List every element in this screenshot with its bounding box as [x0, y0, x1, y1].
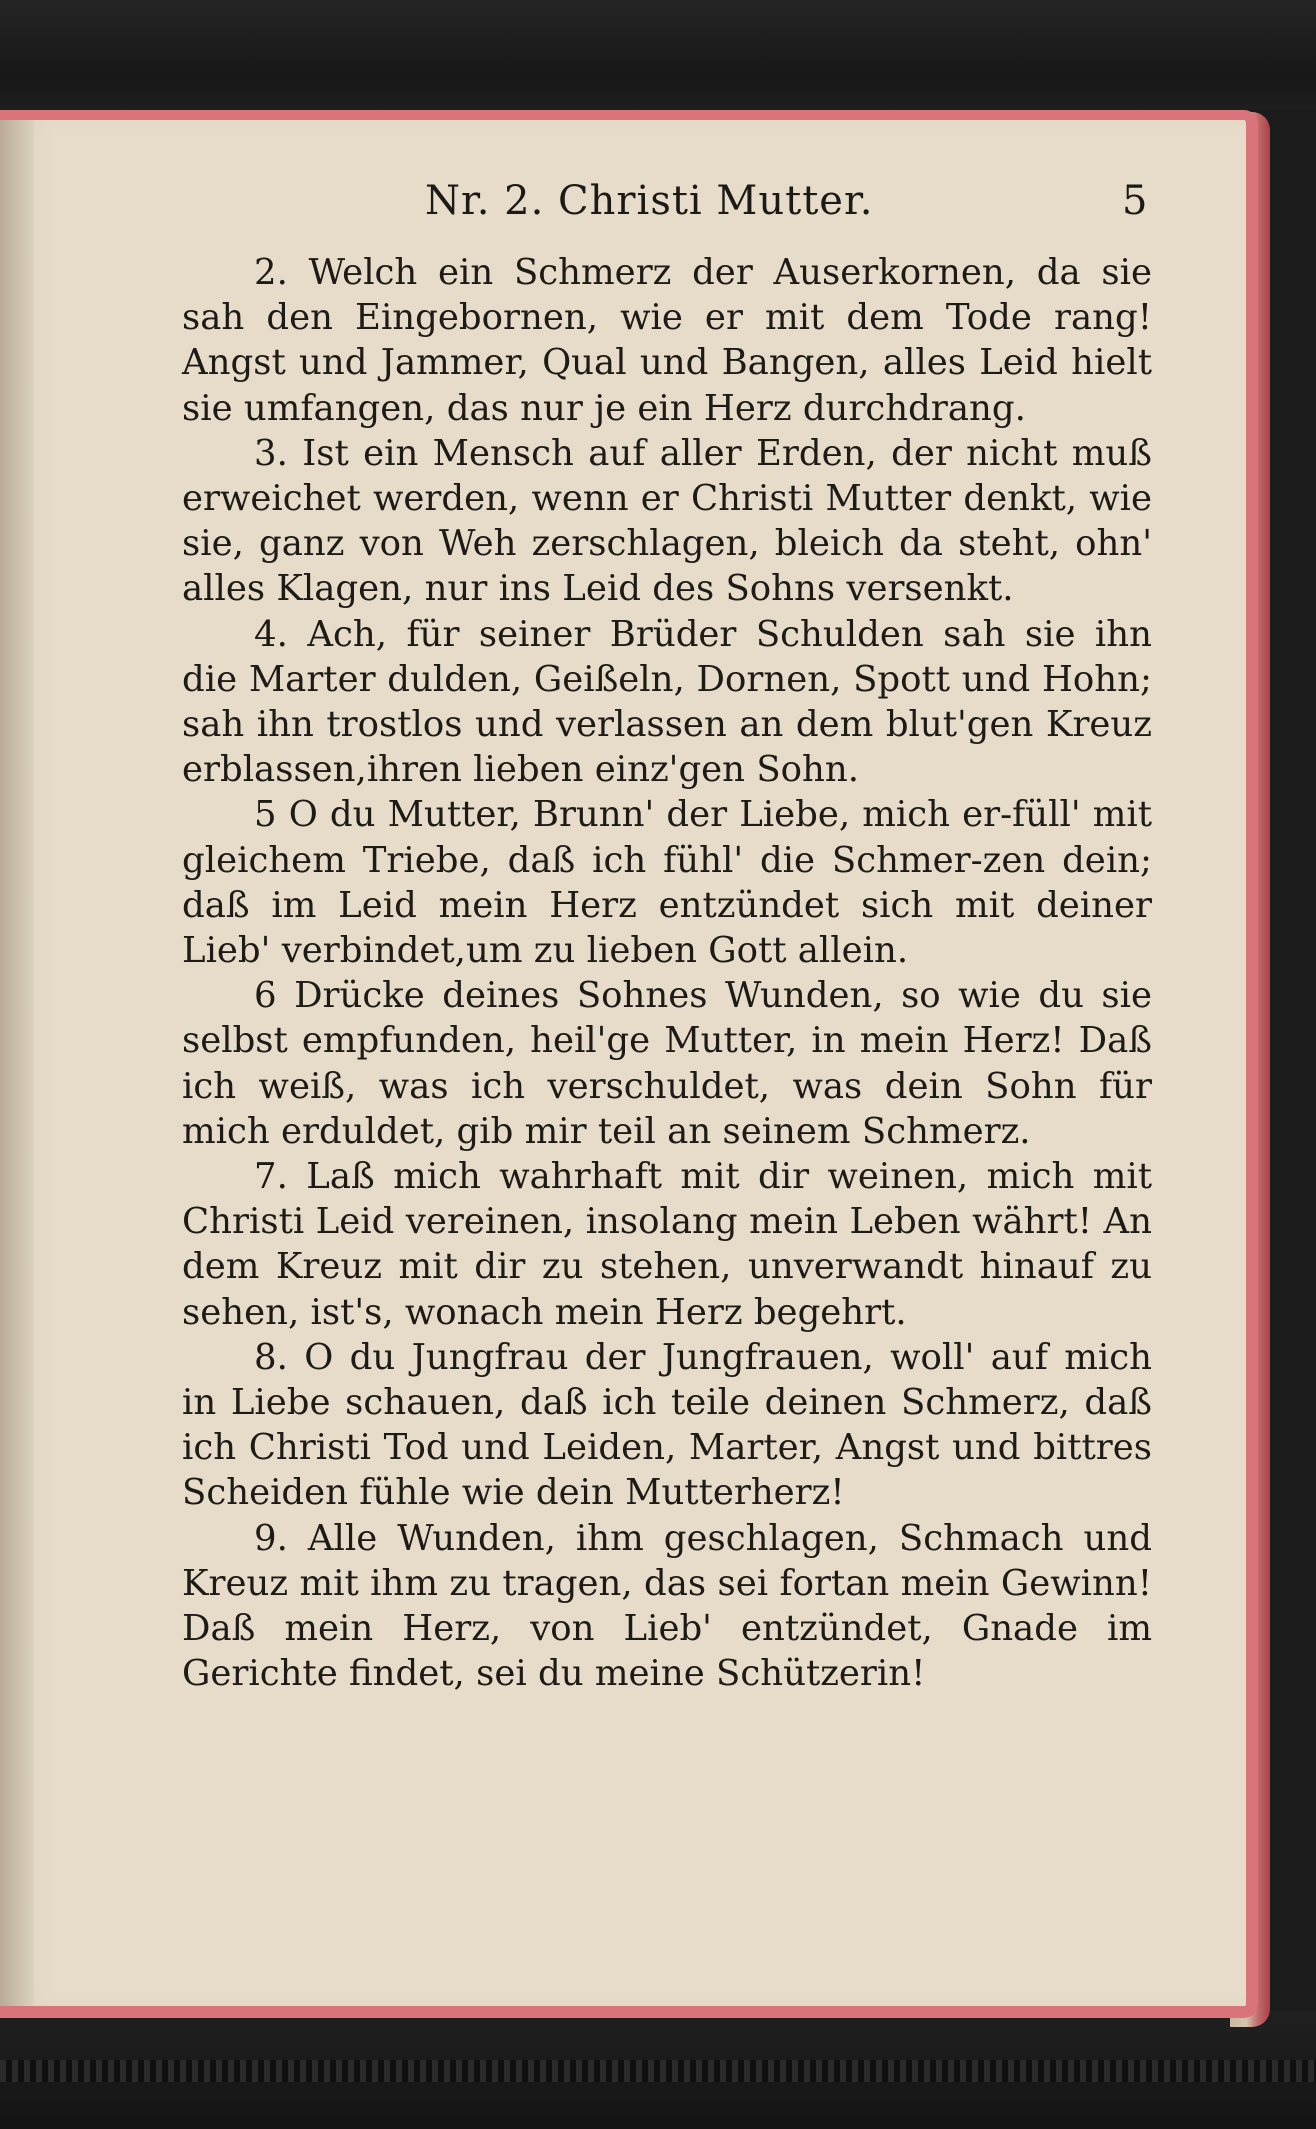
stanza-text: O du Jungfrau der Jungfrauen, woll' auf mich in Liebe schauen, daß ich teile deinen Schmerz, daß ich Christi Tod und Leiden, Marter, Angst und bittres Scheiden fühle wie dein Mutterherz! [182, 1336, 1152, 1514]
stanza-text: Drücke deines Sohnes Wunden, so wie du sie selbst empfunden, heil'ge Mutter, in mein Herz! Daß ich weiß, was ich verschuldet, was dein Sohn für mich erduldet, gib mir teil an seinem Schmerz. [182, 975, 1152, 1152]
stanza-text: Alle Wunden, ihm geschlagen, Schmach und Kreuz mit ihm zu tragen, das sei fortan mein Gewinn! Daß mein Herz, von Lieb' entzündet, Gnade im Gerichte findet, sei du meine Schützerin! [182, 1517, 1152, 1695]
stanza-7 [182, 1154, 1152, 1335]
stanza-2 [182, 250, 1152, 431]
stanza-number: 8. [254, 1336, 288, 1378]
stanza-number: 3. [254, 432, 288, 474]
stanza-text: Ist ein Mensch auf aller Erden, der nicht muß erweichet werden, wenn er Christi Mutter denkt, wie sie, ganz von Weh zerschlagen, bleich da steht, ohn' alles Klagen, nur ins Leid des Sohns versenkt. [182, 432, 1152, 610]
stanza-number: 5 [254, 794, 277, 836]
stanza-3 [182, 431, 1152, 612]
stanza-number: 6 [254, 975, 277, 1017]
zipper-edge [0, 2060, 1316, 2082]
stanza-text: Ach, für seiner Brüder Schulden sah sie ihn die Marter dulden, Geißeln, Dornen, Spott und Hohn; sah ihn trostlos und verlassen an dem blut'gen Kreuz erblassen,ihren lieben einz'gen Sohn. [182, 613, 1152, 791]
stanza-5 [182, 792, 1152, 973]
stanza-6 [182, 973, 1152, 1154]
stanza-text: Laß mich wahrhaft mit dir weinen, mich mit Christi Leid vereinen, insolang mein Leben währt! An dem Kreuz mit dir zu stehen, unverwandt hinauf zu sehen, ist's, wonach mein Herz begehrt. [182, 1156, 1152, 1333]
page-header [0, 178, 1200, 238]
hymn-text [182, 250, 1152, 1697]
page-number: 5 [1122, 178, 1148, 224]
stanza-number: 4. [254, 613, 288, 655]
stanza-8 [182, 1335, 1152, 1516]
stanza-text: Welch ein Schmerz der Auserkornen, da sie sah den Eingebornen, wie er mit dem Tode rang! Angst und Jammer, Qual und Bangen, alles Leid hielt sie umfangen, das nur je ein Herz durchdrang. [182, 252, 1152, 429]
stanza-text: O du Mutter, Brunn' der Liebe, mich er-füll' mit gleichem Triebe, daß ich fühl' die Schmer-zen dein; daß im Leid mein Herz entzündet sich mit deiner Lieb' verbindet,um zu lieben Gott allein. [182, 794, 1152, 972]
book-cover-top [0, 0, 1316, 110]
stanza-9 [182, 1516, 1152, 1697]
page-gutter [0, 120, 34, 2006]
stanza-number: 9. [254, 1517, 288, 1559]
stanza-number: 7. [254, 1156, 288, 1198]
stanza-number: 2. [254, 252, 288, 293]
running-title: Nr. 2. Christi Mutter. [425, 178, 874, 224]
stanza-4 [182, 612, 1152, 793]
